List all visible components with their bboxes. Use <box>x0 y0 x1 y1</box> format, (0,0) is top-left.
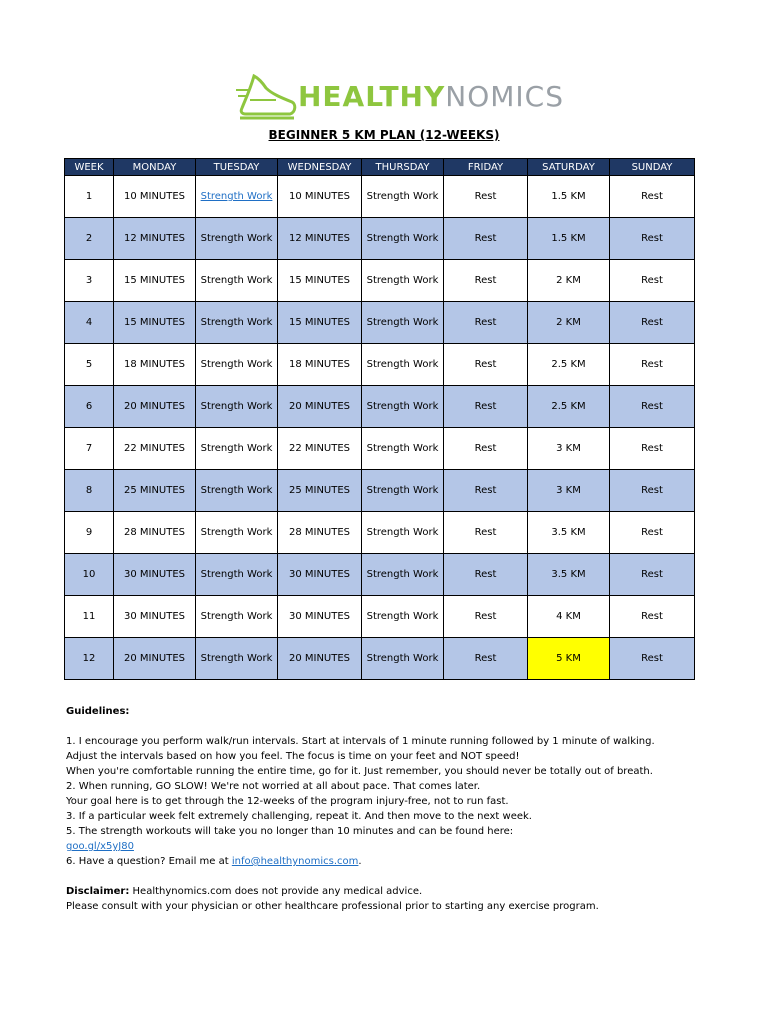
table-cell: Strength Work <box>196 428 278 470</box>
table-cell: Rest <box>444 260 528 302</box>
table-cell: Rest <box>444 554 528 596</box>
table-cell: 15 MINUTES <box>278 260 362 302</box>
table-cell: 30 MINUTES <box>114 554 196 596</box>
table-cell: 10 MINUTES <box>114 176 196 218</box>
table-cell: 2.5 KM <box>528 386 610 428</box>
table-cell: Rest <box>444 344 528 386</box>
table-row <box>65 428 695 470</box>
table-cell: Strength Work <box>196 470 278 512</box>
question-prefix: 6. Have a question? Email me at <box>66 856 232 867</box>
table-cell: 22 MINUTES <box>278 428 362 470</box>
column-header: WEEK <box>65 159 114 176</box>
logo-wordmark <box>298 80 564 113</box>
table-cell: Strength Work <box>362 386 444 428</box>
table-cell: 6 <box>65 386 114 428</box>
table-cell: 11 <box>65 596 114 638</box>
guideline-line: 5. The strength workouts will take you no longer than 10 minutes and can be found here: <box>66 826 514 837</box>
table-cell: Strength Work <box>362 218 444 260</box>
running-shoe-icon <box>236 68 298 128</box>
table-cell: Rest <box>444 218 528 260</box>
table-cell: Rest <box>610 428 695 470</box>
table-cell <box>196 176 278 218</box>
table-cell: Strength Work <box>196 512 278 554</box>
table-cell: 30 MINUTES <box>278 596 362 638</box>
table-cell: Rest <box>444 428 528 470</box>
table-cell: Rest <box>444 386 528 428</box>
table-row <box>65 260 695 302</box>
table-cell: Strength Work <box>196 344 278 386</box>
table-cell: 25 MINUTES <box>278 470 362 512</box>
table-cell: 10 <box>65 554 114 596</box>
table-cell: Rest <box>444 176 528 218</box>
table-cell: 18 MINUTES <box>114 344 196 386</box>
table-cell: 10 MINUTES <box>278 176 362 218</box>
table-cell: Strength Work <box>362 176 444 218</box>
table-cell: 12 <box>65 638 114 680</box>
disclaimer-text: Healthynomics.com does not provide any medical advice. <box>129 886 423 897</box>
guideline-line: 1. I encourage you perform walk/run intervals. Start at intervals of 1 minute running followed by 1 minute of walking. <box>66 736 655 747</box>
table-cell: 20 MINUTES <box>114 386 196 428</box>
table-cell: 15 MINUTES <box>114 302 196 344</box>
table-cell: 25 MINUTES <box>114 470 196 512</box>
table-cell: Strength Work <box>196 596 278 638</box>
table-cell: Rest <box>610 218 695 260</box>
column-header: MONDAY <box>114 159 196 176</box>
table-row <box>65 596 695 638</box>
strength-workouts-link[interactable]: goo.gl/x5yJ80 <box>66 841 134 852</box>
guideline-line: 3. If a particular week felt extremely challenging, repeat it. And then move to the next week. <box>66 811 532 822</box>
table-cell: Strength Work <box>362 260 444 302</box>
table-cell: Rest <box>610 176 695 218</box>
table-cell: 3 KM <box>528 428 610 470</box>
table-cell: Rest <box>610 512 695 554</box>
disclaimer-label: Disclaimer: <box>66 886 130 897</box>
table-cell: Rest <box>610 638 695 680</box>
table-cell: 20 MINUTES <box>114 638 196 680</box>
table-cell: 1.5 KM <box>528 218 610 260</box>
table-cell: 15 MINUTES <box>278 302 362 344</box>
table-cell: 2 KM <box>528 302 610 344</box>
table-cell: 3 <box>65 260 114 302</box>
email-link[interactable]: info@healthynomics.com <box>231 856 359 867</box>
column-header: WEDNESDAY <box>278 159 362 176</box>
table-cell: 22 MINUTES <box>114 428 196 470</box>
table-cell: 30 MINUTES <box>278 554 362 596</box>
question-suffix: . <box>358 856 362 867</box>
guidelines-heading: Guidelines: <box>66 706 130 717</box>
table-cell: Strength Work <box>362 344 444 386</box>
table-cell: 15 MINUTES <box>114 260 196 302</box>
table-cell: 28 MINUTES <box>278 512 362 554</box>
guideline-line: Adjust the intervals based on how you feel. The focus is time on your feet and NOT speed! <box>66 751 520 762</box>
table-cell: 2.5 KM <box>528 344 610 386</box>
table-cell: Strength Work <box>362 302 444 344</box>
training-plan-table <box>64 158 695 680</box>
table-cell: 3 KM <box>528 470 610 512</box>
table-cell: Rest <box>610 554 695 596</box>
table-cell: 28 MINUTES <box>114 512 196 554</box>
guideline-line: When you're comfortable running the entire time, go for it. Just remember, you should never be totally out of breath. <box>66 766 653 777</box>
table-cell: Rest <box>610 596 695 638</box>
guideline-line: 2. When running, GO SLOW! We're not worried at all about pace. That comes later. <box>66 781 481 792</box>
column-header: TUESDAY <box>196 159 278 176</box>
table-cell: 18 MINUTES <box>278 344 362 386</box>
table-cell: Strength Work <box>362 428 444 470</box>
table-row <box>65 512 695 554</box>
brand-logo <box>236 68 564 128</box>
guidelines-section <box>66 704 746 914</box>
disclaimer-line2: Please consult with your physician or other healthcare professional prior to starting any exercise program. <box>66 901 599 912</box>
table-row <box>65 638 695 680</box>
table-cell: 3.5 KM <box>528 554 610 596</box>
table-cell: Strength Work <box>196 386 278 428</box>
column-header: SATURDAY <box>528 159 610 176</box>
table-cell: Strength Work <box>362 512 444 554</box>
table-cell: Rest <box>444 470 528 512</box>
table-cell: Rest <box>610 470 695 512</box>
table-cell: 2 KM <box>528 260 610 302</box>
table-cell: Strength Work <box>196 554 278 596</box>
table-cell: Rest <box>444 638 528 680</box>
table-cell: 4 <box>65 302 114 344</box>
table-cell: 3.5 KM <box>528 512 610 554</box>
table-cell: Strength Work <box>196 638 278 680</box>
table-cell: 7 <box>65 428 114 470</box>
table-cell: 4 KM <box>528 596 610 638</box>
table-cell: Rest <box>610 302 695 344</box>
table-cell: Strength Work <box>196 218 278 260</box>
table-cell: 12 MINUTES <box>278 218 362 260</box>
table-cell: Strength Work <box>362 596 444 638</box>
table-row <box>65 554 695 596</box>
table-cell: 1 <box>65 176 114 218</box>
table-cell: 20 MINUTES <box>278 386 362 428</box>
table-cell: 5 KM <box>528 638 610 680</box>
table-cell: Strength Work <box>362 554 444 596</box>
logo-text-healthy: HEALTHY <box>298 80 446 113</box>
table-row <box>65 218 695 260</box>
table-cell: 8 <box>65 470 114 512</box>
table-cell: Strength Work <box>196 260 278 302</box>
table-cell: Rest <box>610 344 695 386</box>
table-row <box>65 386 695 428</box>
table-cell: Rest <box>610 386 695 428</box>
table-cell: 9 <box>65 512 114 554</box>
table-row <box>65 176 695 218</box>
strength-work-link[interactable]: Strength Work <box>200 191 273 202</box>
table-row <box>65 470 695 512</box>
guideline-line: Your goal here is to get through the 12-weeks of the program injury-free, not to run fast. <box>66 796 509 807</box>
table-cell: Strength Work <box>362 638 444 680</box>
table-cell: 1.5 KM <box>528 176 610 218</box>
column-header: FRIDAY <box>444 159 528 176</box>
table-cell: 12 MINUTES <box>114 218 196 260</box>
column-header: THURSDAY <box>362 159 444 176</box>
table-header-row <box>65 159 695 176</box>
table-cell: Rest <box>444 512 528 554</box>
table-cell: 2 <box>65 218 114 260</box>
table-cell: 5 <box>65 344 114 386</box>
table-cell: 20 MINUTES <box>278 638 362 680</box>
table-row <box>65 302 695 344</box>
table-cell: Rest <box>610 260 695 302</box>
table-cell: 30 MINUTES <box>114 596 196 638</box>
column-header: SUNDAY <box>610 159 695 176</box>
table-row <box>65 344 695 386</box>
table-cell: Strength Work <box>362 470 444 512</box>
logo-text-nomics: NOMICS <box>445 80 564 113</box>
table-cell: Rest <box>444 596 528 638</box>
page-title: BEGINNER 5 KM PLAN (12-WEEKS) <box>268 128 500 142</box>
table-cell: Rest <box>444 302 528 344</box>
table-cell: Strength Work <box>196 302 278 344</box>
